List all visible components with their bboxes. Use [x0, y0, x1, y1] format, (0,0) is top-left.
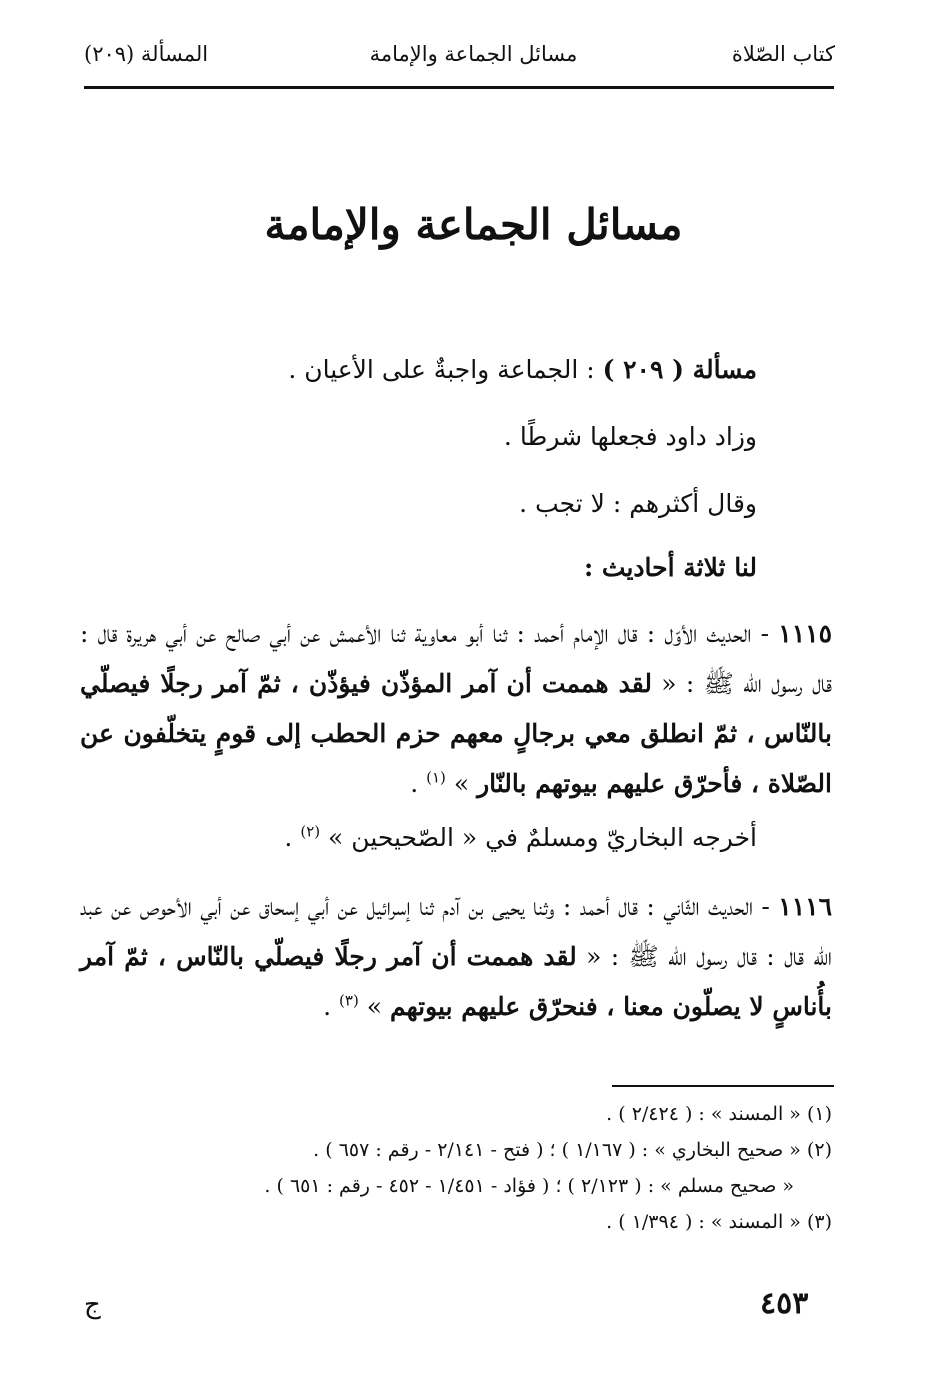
footnote-ref-3: (٣): [339, 991, 359, 1010]
quote-close: »: [445, 769, 478, 798]
three-hadiths-heading: لنا ثلاثة أحاديث :: [583, 553, 757, 582]
issue-text: : الجماعة واجبةٌ على الأعيان .: [288, 355, 603, 384]
majority-paragraph: وقال أكثرهم : لا تجب .: [519, 489, 757, 518]
hadith-intro: - الحديث الأوّل : قال الإمام أحمد : ثنا أبو معاوية ثنا الأعمش عن أبي صالح عن أبي هريرة قال : قال رسول الله ﷺ : «: [80, 619, 832, 698]
quote-close: »: [358, 992, 391, 1021]
header-book-title: كتاب الصّلاة: [731, 42, 835, 66]
footnote-ref-1: (١): [426, 768, 446, 787]
hadith-quote: لقد هممت أن آمر رجلًا فيصلّي بالنّاس ، ثمّ آمر بأُناسٍ لا يصلّون معنا ، فنحرّق عليهم بيوتهم: [80, 942, 832, 1021]
takhrij-text: أخرجه البخاريّ ومسلمٌ في « الصّحيحين »: [320, 823, 757, 852]
hadith-quote: لقد هممت أن آمر المؤذّن فيؤذّن ، ثمّ آمر رجلًا فيصلّي بالنّاس ، ثمّ انطلق معي برجالٍ معهم حزم الحطب إلى قومٍ يتخلّفون عن الصّلاة ، فأحرّق عليهم بيوتهم بالنّار: [80, 669, 832, 798]
header-divider: [84, 86, 834, 89]
page-number: ٤٥٣: [760, 1286, 809, 1321]
footnotes: [80, 1096, 832, 1240]
hadith-number: ١١١٥: [778, 619, 832, 648]
hadith-end: .: [410, 769, 427, 798]
hadith-intro: - الحديث الثّاني : قال أحمد : وثنا يحيى بن آدم ثنا إسرائيل عن أبي إسحاق عن أبي الأحوص عن عبد الله قال : قال رسول الله ﷺ : «: [80, 892, 832, 971]
hadith-number: ١١١٦: [778, 892, 832, 921]
issue-statement: [80, 345, 757, 395]
takhrij-end: .: [284, 823, 301, 852]
issue-label: مسألة ( ٢٠٩ ): [602, 355, 757, 384]
dawud-paragraph: وزاد داود فجعلها شرطًا .: [503, 422, 757, 451]
footnote-2-continued: « صحيح مسلم » : ( ٢/١٢٣ ) ؛ ( فؤاد - ١/٤٥١ - ٤٥٢ - رقم : ٦٥١ ) .: [264, 1175, 794, 1197]
footnote-3: (٣) « المسند » : ( ١/٣٩٤ ) .: [606, 1211, 832, 1233]
footnote-1: (١) « المسند » : ( ٢/٤٢٤ ) .: [606, 1103, 832, 1125]
hadith-1115: [80, 609, 832, 809]
chapter-title: مسائل الجماعة والإمامة: [264, 200, 683, 249]
footnote-divider: [612, 1085, 834, 1087]
hadith-end: .: [323, 992, 340, 1021]
header-section-title: مسائل الجماعة والإمامة: [369, 42, 578, 66]
takhrij-paragraph: [80, 813, 757, 863]
footnote-ref-2: (٢): [300, 822, 321, 841]
printer-signature: ج: [84, 1290, 101, 1320]
footnote-2: (٢) « صحيح البخاري » : ( ١/١٦٧ ) ؛ ( فتح - ٢/١٤١ - رقم : ٦٥٧ ) .: [313, 1139, 832, 1161]
hadith-1116: [80, 882, 832, 1032]
header-issue-number: المسألة (٢٠٩): [84, 42, 209, 66]
